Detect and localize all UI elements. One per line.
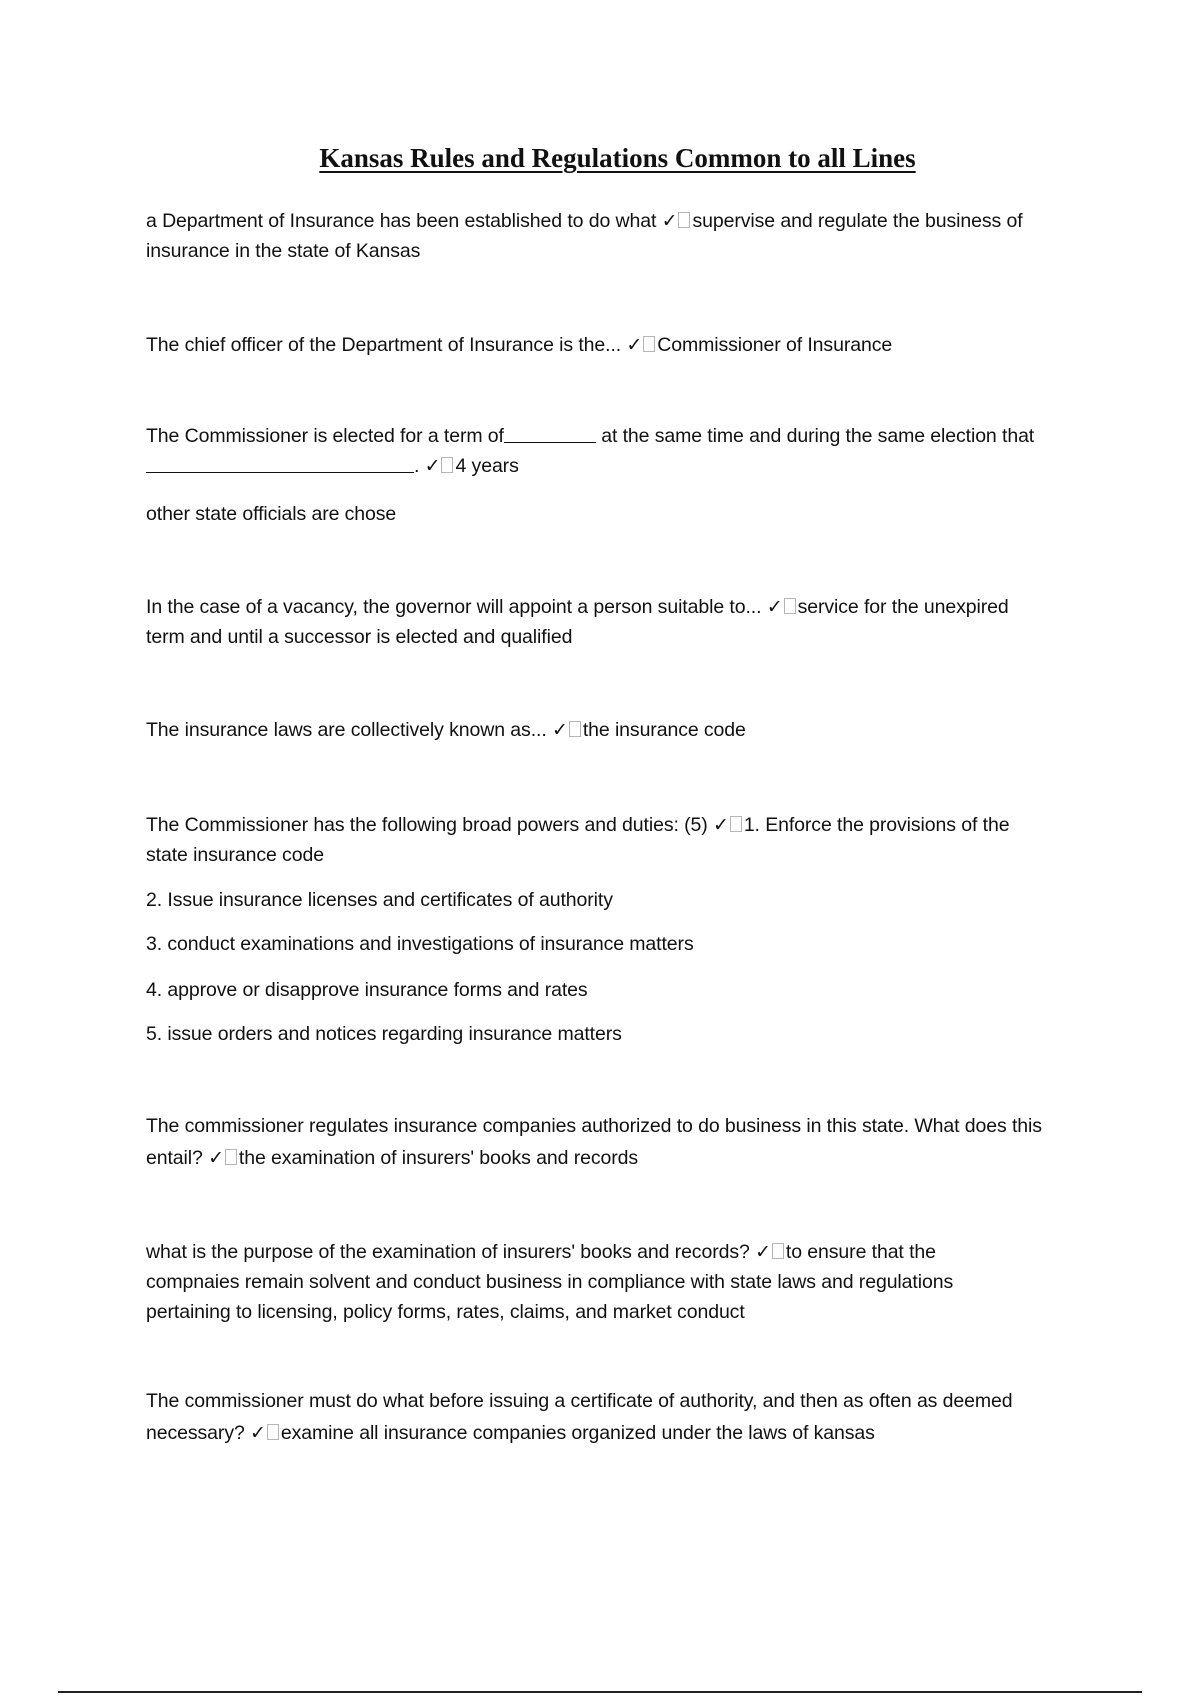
checkmark-icon: ✓: [208, 1147, 224, 1169]
qa-line: [146, 206, 1096, 236]
qa-line: other state officials are chose: [146, 503, 397, 525]
checkmark-icon: ✓: [755, 1241, 771, 1263]
duties-list-item: 4. approve or disapprove insurance forms and rates: [146, 979, 588, 1001]
qa-line: [146, 421, 1096, 451]
answer-box-icon: [441, 457, 453, 473]
qa-line: term and until a successor is elected and qualified: [146, 626, 573, 648]
qa-item-certificate-authority: [146, 1386, 1096, 1448]
duties-list-item: 3. conduct examinations and investigations of insurance matters: [146, 933, 694, 955]
duties-list-item: 2. Issue insurance licenses and certificates of authority: [146, 889, 613, 911]
question-text: In the case of a vacancy, the governor will appoint a person suitable to...: [146, 596, 762, 618]
qa-item-examination-purpose: [146, 1237, 1096, 1327]
question-text: necessary?: [146, 1422, 245, 1444]
checkmark-icon: ✓: [661, 210, 678, 232]
qa-item-commissioner-term: [146, 421, 1096, 481]
question-text: The Commissioner is elected for a term of: [146, 425, 504, 447]
document-title: Kansas Rules and Regulations Common to all Lines: [319, 143, 916, 173]
question-text: The insurance laws are collectively known as...: [146, 719, 547, 741]
checkmark-icon: ✓: [551, 719, 568, 741]
qa-line: The commissioner must do what before issuing a certificate of authority, and then as often as deemed: [146, 1390, 1013, 1412]
answer-text: the examination of insurers' books and records: [238, 1147, 639, 1169]
fill-in-blank: [504, 424, 596, 443]
qa-line: [146, 592, 1096, 622]
checkmark-icon: ✓: [626, 334, 643, 356]
answer-box-icon: [784, 598, 796, 614]
question-text: entail?: [146, 1147, 203, 1169]
qa-line: pertaining to licensing, policy forms, rates, claims, and market conduct: [146, 1301, 745, 1323]
qa-item-vacancy: [146, 592, 1096, 652]
checkmark-icon: ✓: [766, 596, 783, 618]
footer-divider: [58, 1691, 1142, 1693]
qa-item-powers-duties: [146, 810, 1096, 870]
qa-line: [146, 1237, 1096, 1267]
fill-in-blank: [146, 454, 414, 473]
answer-text: 4 years: [455, 455, 519, 477]
answer-text: service for the unexpired: [797, 596, 1009, 618]
qa-line: [146, 1143, 1096, 1173]
answer-text: 1. Enforce the provisions of the: [743, 814, 1010, 836]
question-text: what is the purpose of the examination of insurers' books and records?: [146, 1241, 750, 1263]
checkmark-icon: ✓: [424, 455, 441, 477]
question-text: .: [414, 455, 420, 477]
answer-box-icon: [643, 336, 655, 352]
qa-line: compnaies remain solvent and conduct business in compliance with state laws and regulations: [146, 1271, 954, 1293]
answer-box-icon: [772, 1243, 784, 1259]
answer-box-icon: [730, 816, 742, 832]
duties-list-item: 5. issue orders and notices regarding insurance matters: [146, 1023, 622, 1045]
qa-line: [146, 330, 1096, 360]
qa-line: [146, 1418, 1096, 1448]
question-text: at the same time and during the same election that: [601, 425, 1035, 447]
question-text: a Department of Insurance has been established to do what: [146, 210, 657, 232]
qa-line: state insurance code: [146, 844, 324, 866]
qa-item-regulation-entails: [146, 1111, 1096, 1173]
answer-text: to ensure that the: [785, 1241, 936, 1263]
checkmark-icon: ✓: [712, 814, 729, 836]
qa-line: [146, 810, 1096, 840]
answer-box-icon: [267, 1424, 279, 1440]
answer-text: the insurance code: [582, 719, 746, 741]
question-text: The Commissioner has the following broad powers and duties: (5): [146, 814, 708, 836]
qa-line: The commissioner regulates insurance companies authorized to do business in this state. What does this: [146, 1115, 1042, 1137]
answer-text: Commissioner of Insurance: [657, 334, 893, 356]
qa-item-insurance-code: [146, 715, 1096, 745]
qa-item-department-purpose: [146, 206, 1096, 266]
qa-line: insurance in the state of Kansas: [146, 240, 421, 262]
answer-text: supervise and regulate the business of: [692, 210, 1023, 232]
qa-item-commissioner-term-continued: [146, 499, 1096, 529]
answer-box-icon: [678, 212, 690, 228]
answer-box-icon: [569, 721, 581, 737]
qa-line: [146, 715, 1096, 745]
answer-text: examine all insurance companies organized under the laws of kansas: [280, 1422, 875, 1444]
question-text: The chief officer of the Department of Insurance is the...: [146, 334, 622, 356]
qa-line: [146, 451, 1096, 481]
qa-item-chief-officer: [146, 330, 1096, 360]
checkmark-icon: ✓: [250, 1422, 266, 1444]
answer-box-icon: [225, 1149, 237, 1165]
